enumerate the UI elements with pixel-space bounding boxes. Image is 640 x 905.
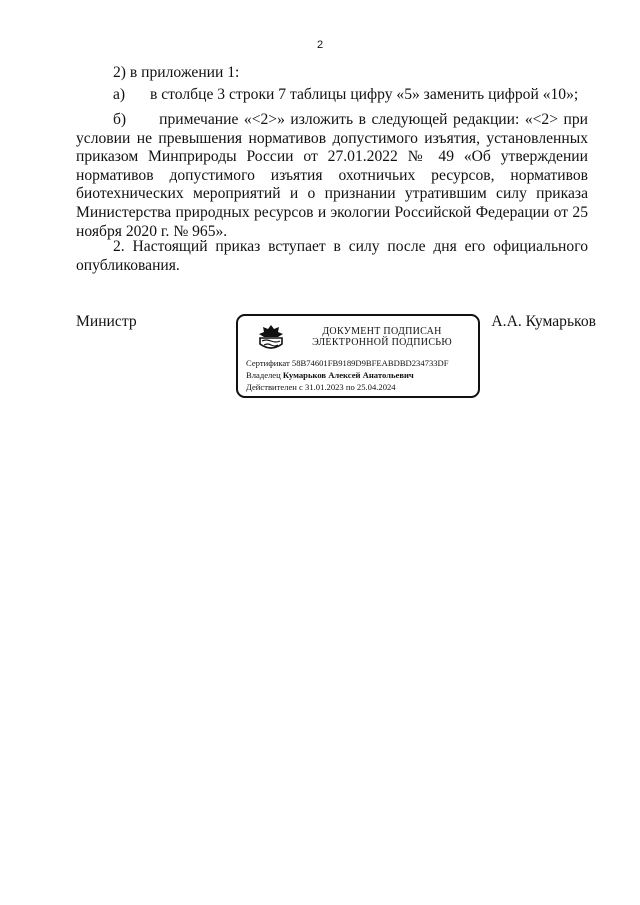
- signer-title: Министр: [76, 313, 137, 330]
- paragraph-effective: [76, 238, 588, 275]
- page-number: 2: [316, 39, 324, 51]
- stamp-title-line2: ЭЛЕКТРОННОЙ ПОДПИСЬЮ: [312, 337, 452, 348]
- stamp-title-line1: ДОКУМЕНТ ПОДПИСАН: [322, 326, 442, 337]
- list-item-b-paragraph: [76, 111, 588, 241]
- list-item-a-text: в столбце 3 строки 7 таблицы цифру «5» заменить цифрой «10»;: [150, 86, 579, 103]
- paragraph-appendix: [76, 64, 588, 83]
- stamp-owner: [246, 370, 414, 380]
- stamp-valid-from-label: с: [299, 382, 303, 392]
- stamp-owner-value: Кумарьков Алексей Анатольевич: [282, 370, 414, 380]
- signer-name: А.А. Кумарьков: [491, 313, 596, 330]
- stamp-title: [302, 326, 462, 348]
- stamp-certificate: [246, 358, 449, 368]
- stamp-valid-to: 25.04.2024: [356, 382, 396, 392]
- coat-of-arms-icon: [258, 324, 284, 352]
- list-item-b: [76, 111, 588, 241]
- stamp-valid-label: Действителен: [246, 382, 297, 392]
- stamp-validity: [246, 382, 396, 392]
- stamp-valid-to-label: по: [345, 382, 355, 392]
- stamp-valid-from: 31.01.2023: [305, 382, 344, 392]
- paragraph-effective-text: 2. Настоящий приказ вступает в силу после дня его официального опубликования.: [76, 238, 588, 274]
- list-item-a: [76, 86, 588, 105]
- electronic-signature-stamp: [236, 314, 480, 398]
- list-item-b-marker: б): [113, 111, 127, 128]
- list-item-b-text: примечание «<2>» изложить в следующей редакции: «<2> при условии не превышения нормативов допустимого изъятия, установленных приказом Минприроды России от 27.01.2022 № 49 «Об утверждении нормативов допустимого изъятия охотничьих ресурсов, нормативов биотехнических мероприятий и о признании утратившим силу приказа Министерства природных ресурсов и экологии Российской Федерации от 25 ноября 2020 г. № 965».: [76, 111, 588, 240]
- paragraph-appendix-text: 2) в приложении 1:: [113, 64, 240, 81]
- list-item-a-marker: а): [113, 86, 126, 103]
- stamp-cert-value: 58B74601FB9189D9BFEABDBD234733DF: [291, 358, 449, 368]
- stamp-owner-label: Владелец: [246, 370, 281, 380]
- stamp-cert-label: Сертификат: [246, 358, 290, 368]
